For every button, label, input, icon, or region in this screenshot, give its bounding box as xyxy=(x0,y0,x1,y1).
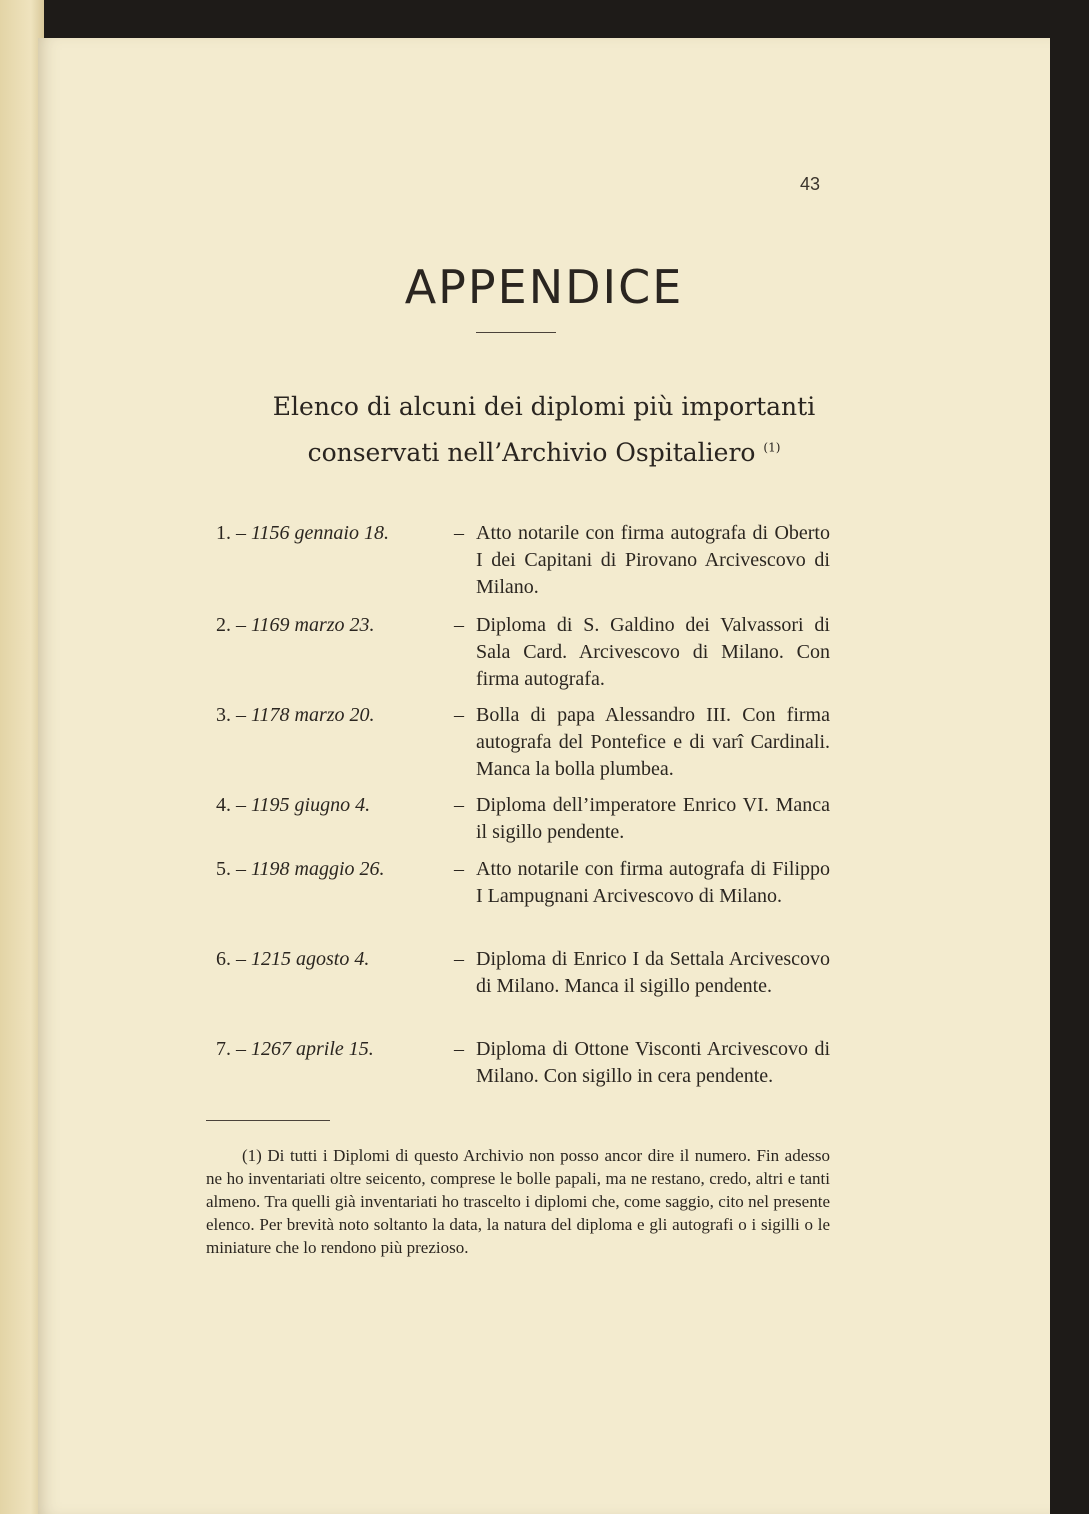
entry-date-text: 1215 agosto 4. xyxy=(251,948,370,970)
entry-dash: – xyxy=(454,858,464,880)
entry-description: Atto notarile con firma autografa di Filippo I Lampugnani Arcivescovo di Milano. xyxy=(476,858,830,907)
entry-number: 4. xyxy=(216,794,231,816)
entry-date: 2. – 1169 marzo 23. xyxy=(216,614,375,636)
entry-date: 3. – 1178 marzo 20. xyxy=(216,704,375,726)
subtitle-line-2-text: conservati nell’Archivio Ospitaliero xyxy=(307,438,756,467)
entry-date-text: 1169 marzo 23. xyxy=(251,614,375,636)
entry-dash: – xyxy=(454,794,464,816)
entry-date-text: 1267 aprile 15. xyxy=(251,1038,374,1060)
book-page xyxy=(38,38,1050,1514)
entry-date-text: 1156 gennaio 18. xyxy=(251,522,389,544)
title-divider xyxy=(476,332,556,333)
entry-number: 3. xyxy=(216,704,231,726)
footnote-text: Di tutti i Diplomi di questo Archivio non posso ancor dire il numero. Fin adesso ne ho inventariati oltre seicento, comprese le bolle papali, ma ne restano, credo, altri e tanti almeno. Tra quelli già inventariati ho trascelto i diplomi che, come saggio, cito nel presente elenco. Per brevità noto soltanto la data, la natura del diploma e gli autografi o i sigilli o le miniature che lo rendono più prezioso. xyxy=(206,1146,830,1257)
entry-date: 4. – 1195 giugno 4. xyxy=(216,794,371,816)
entry-date: 1. – 1156 gennaio 18. xyxy=(216,522,389,544)
entry-date: 5. – 1198 maggio 26. xyxy=(216,858,385,880)
entry-date: 6. – 1215 agosto 4. xyxy=(216,948,370,970)
entry-number: 7. xyxy=(216,1038,231,1060)
entry-dash: – xyxy=(454,522,464,544)
entry-date: 7. – 1267 aprile 15. xyxy=(216,1038,374,1060)
entry-dash: – xyxy=(454,704,464,726)
entry-description: Diploma di Enrico I da Settala Arcivescovo di Milano. Manca il sigillo pendente. xyxy=(476,948,830,997)
entry-description: Diploma di Ottone Visconti Arcivescovo di Milano. Con sigillo in cera pendente. xyxy=(476,1038,830,1087)
entry-description: Diploma di S. Galdino dei Valvassori di Sala Card. Arcivescovo di Milano. Con firma autografa. xyxy=(476,614,830,690)
footnote xyxy=(206,1144,830,1259)
entry-dash: – xyxy=(454,1038,464,1060)
entry-number: 1. xyxy=(216,522,231,544)
entry-date-text: 1178 marzo 20. xyxy=(251,704,375,726)
subtitle-line-1: Elenco di alcuni dei diplomi più importanti xyxy=(272,392,816,421)
entry-number: 2. xyxy=(216,614,231,636)
entry-description: Diploma dell’imperatore Enrico VI. Manca il sigillo pendente. xyxy=(476,794,830,843)
footnote-mark: (1) xyxy=(242,1146,262,1165)
entry-description: Atto notarile con firma autografa di Oberto I dei Capitani di Pirovano Arcivescovo di Milano. xyxy=(476,522,830,598)
subtitle-line-2 xyxy=(38,438,1050,467)
entry-date-text: 1198 maggio 26. xyxy=(251,858,385,880)
entry-date-text: 1195 giugno 4. xyxy=(251,794,371,816)
entry-number: 6. xyxy=(216,948,231,970)
entry-dash: – xyxy=(454,614,464,636)
footnote-reference: (1) xyxy=(763,440,781,455)
entry-description: Bolla di papa Alessandro III. Con firma autografa del Pontefice e di varî Cardinali. Manca la bolla plumbea. xyxy=(476,704,830,780)
page-title: APPENDICE xyxy=(404,260,684,314)
footnote-divider xyxy=(206,1120,330,1121)
page-number: 43 xyxy=(800,174,821,194)
entry-number: 5. xyxy=(216,858,231,880)
entry-dash: – xyxy=(454,948,464,970)
